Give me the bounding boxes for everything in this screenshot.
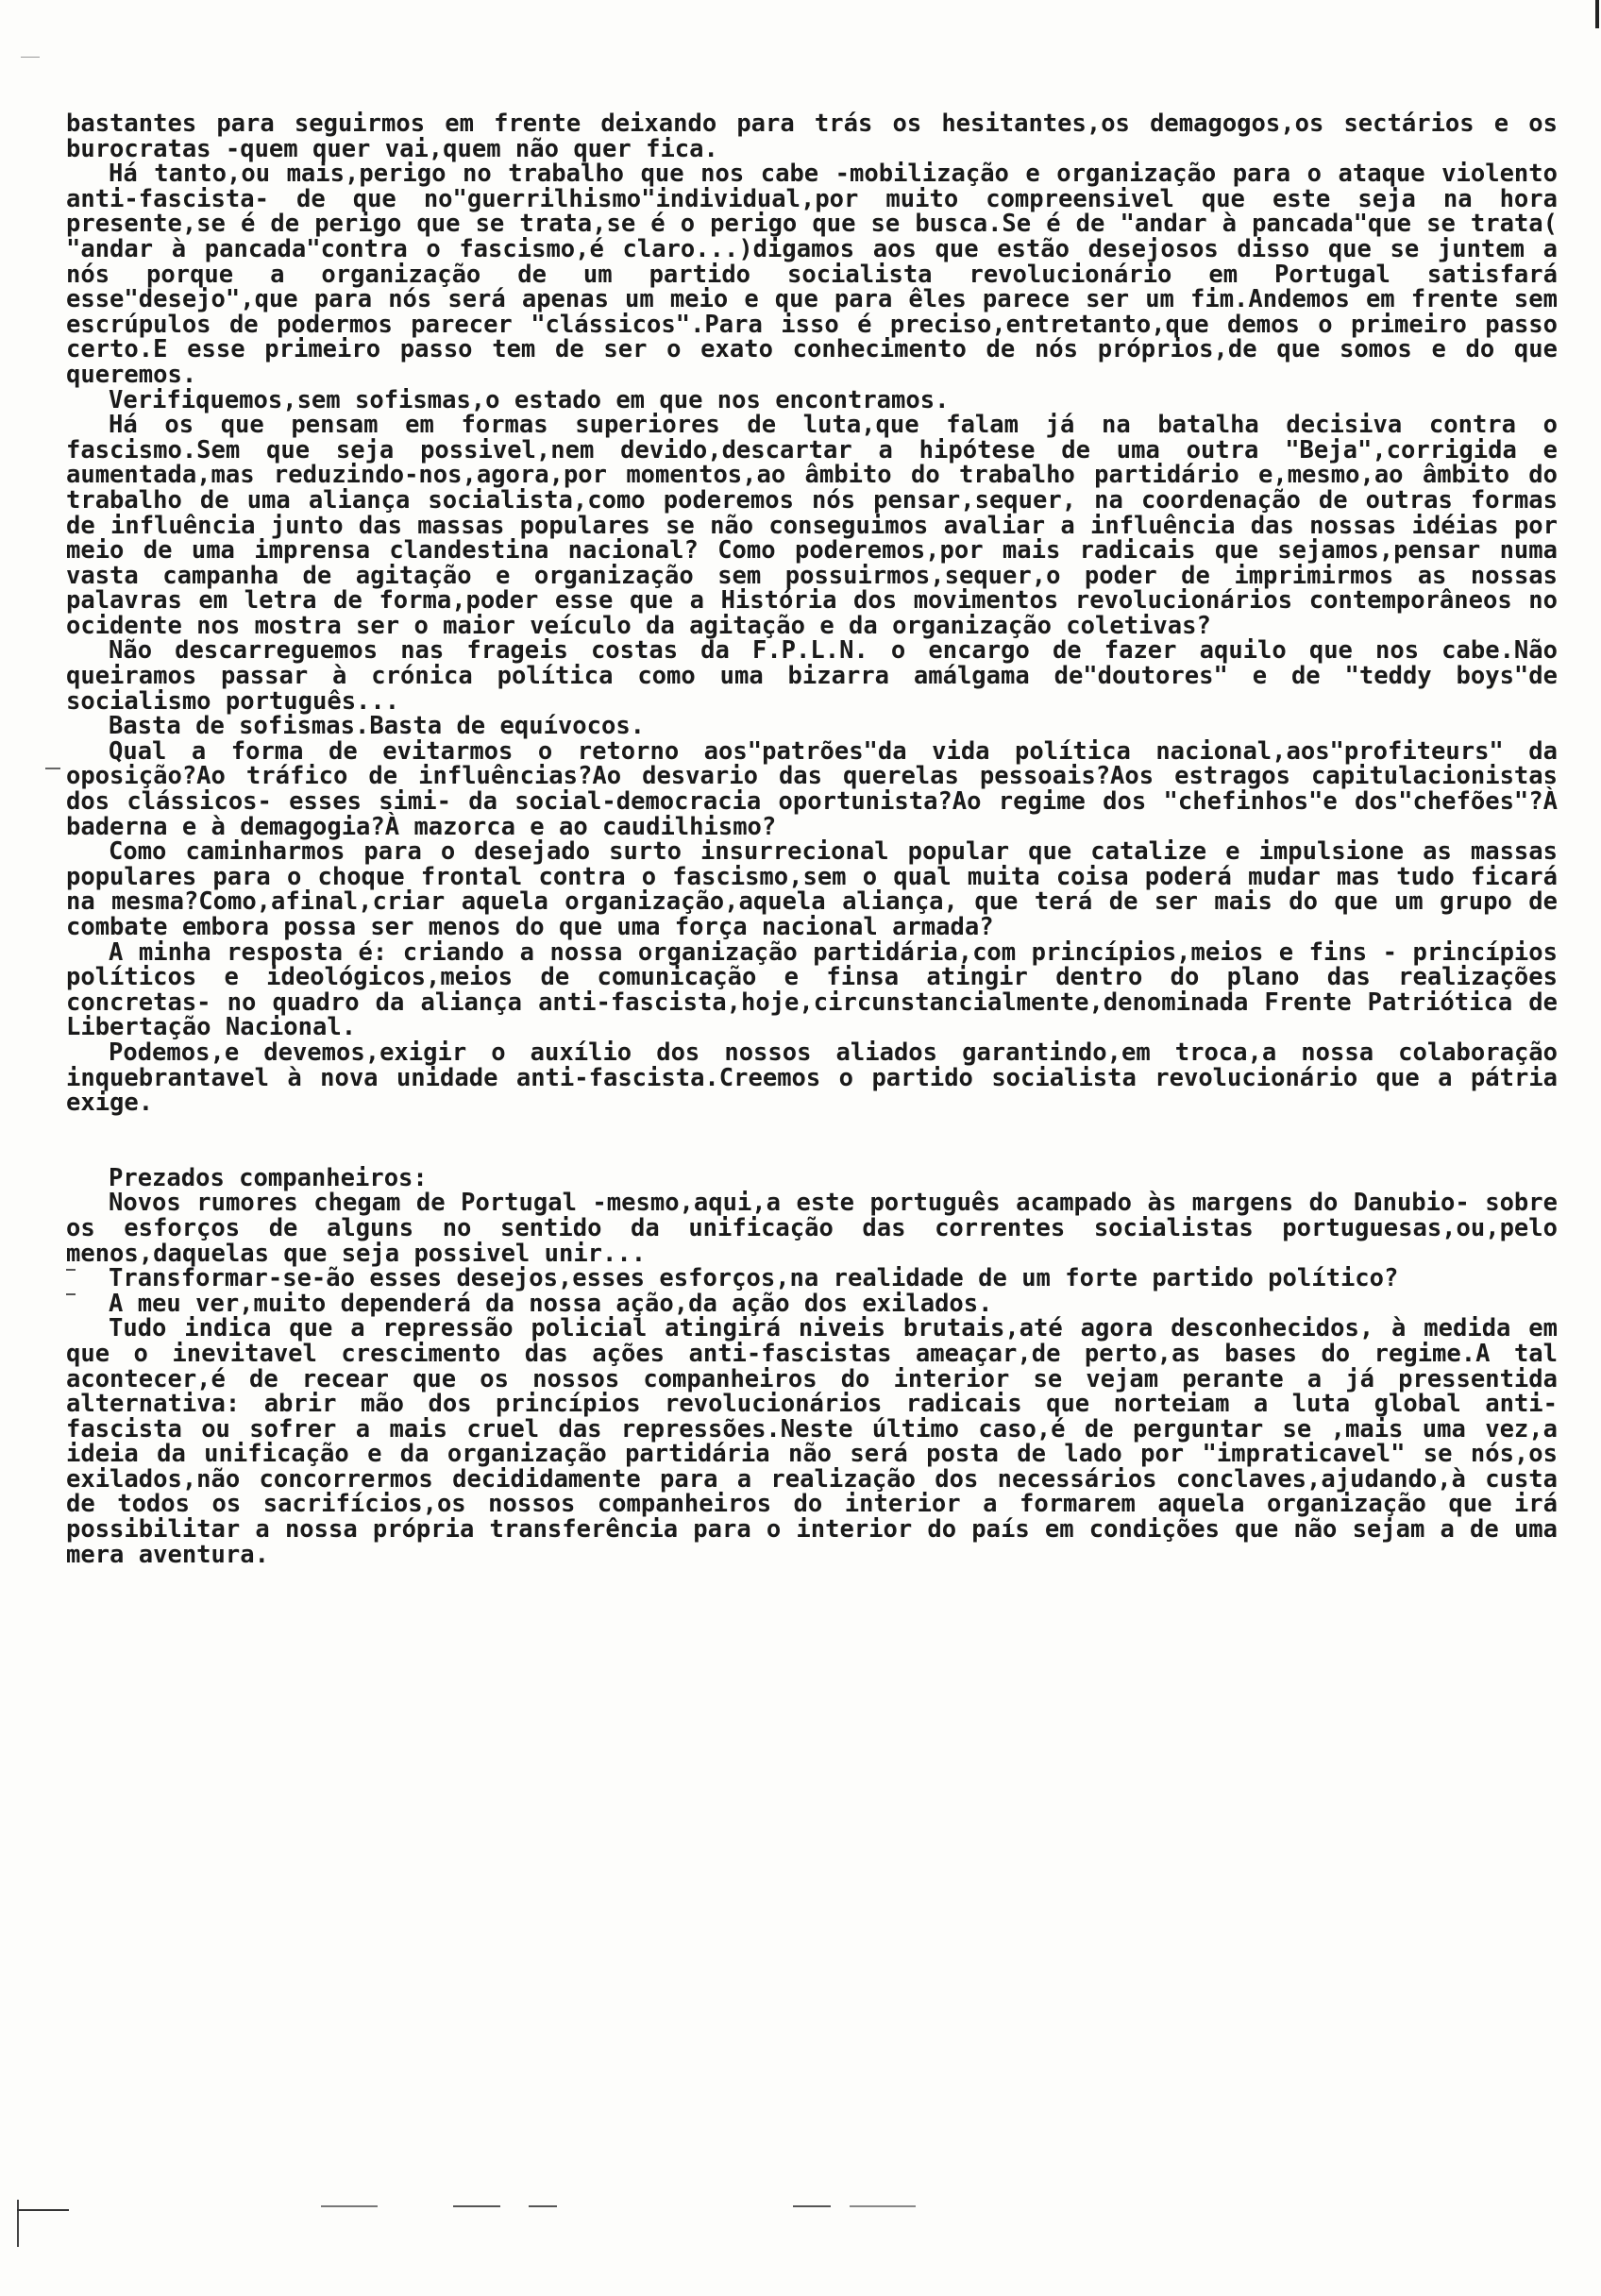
paragraph-2: Há tanto,ou mais,perigo no trabalho que nos cabe -mobilização e organização para o ataque violento anti-fascista- de que no"guerrilhismo"individual,por muito compreensivel que este seja na hora presente,se é de perigo que se trata,se é o perigo que se busca.Se é de "andar à pancada"que se trata( "andar à pancada"contra o fascismo,é claro...)digamos aos que estão desejosos disso que se juntem a nós porque a organização de um partido socialista revolucionário em Portugal satisfará esse"desejo",que para nós será apenas um meio e que para êles parece ser um fim.Andemos em frente sem escrúpulos de podermos parecer "clássicos".Para isso é preciso,entretanto,que demos o primeiro passo certo.E esse primeiro passo tem de ser o exato conhecimento de nós próprios,de que somos e do que queremos. <box>66 160 1558 389</box>
paragraph-12: Transformar-se-ão esses desejos,esses esforços,na realidade de um forte partido político? <box>109 1264 1399 1293</box>
paragraph-10: Podemos,e devemos,exigir o auxílio dos nossos aliados garantindo,em troca,a nossa colaboração inquebrantavel à nova unidade anti-fascista.Creemos o partido socialista revolucionário que a pátria exige. <box>66 1038 1558 1118</box>
scan-mark-bottom-4 <box>529 2205 557 2207</box>
scan-mark-bottom-1 <box>17 2209 69 2211</box>
paragraph-3: Verifiquemos,sem sofismas,o estado em que nos encontramos. <box>109 385 950 414</box>
paragraph-9: A minha resposta é: criando a nossa organização partidária,com princípios,meios e fins - princípios políticos e ideológicos,meios de comunicação e finsa atingir dentro do plano das realizações concretas- no quadro da aliança anti-fascista,hoje,circunstancialmente,denominada Frente Patriótica de Libertação Nacional. <box>66 937 1558 1042</box>
scan-mark-right-top <box>1595 0 1599 28</box>
paragraph-5: Não descarreguemos nas frageis costas da F.P.L.N. o encargo de fazer aquilo que nos cabe.Não queiramos passar à crónica política como uma bizarra amálgama de"doutores" e de "teddy boys"de socialismo português... <box>66 636 1558 716</box>
paragraph-14: Tudo indica que a repressão policial atingirá niveis brutais,até agora desconhecidos, à medida em que o inevitavel crescimento das ações anti-fascistas ameaçar,de perto,as bases do regime.A tal acontecer,é de recear que os nossos companheiros do interior se vejam perante a já pressentida alternativa: abrir mão dos princípios revolucionários radicais que norteiam a luta global anti-fascista ou sofrer a mais cruel das repressões.Neste último caso,é de perguntar se ,mais uma vez,a ideia da unificação e da organização partidária não será posta de lado por "impraticavel" se nós,os exilados,não concorrermos decididamente para a realização dos necessários conclaves,ajudando,à custa de todos os sacrifícios,os nossos companheiros do interior a formarem aquela organização que irá possibilitar a nossa própria transferência para o interior do país em condições que não sejam a de uma mera aventura. <box>66 1314 1558 1569</box>
letter-body <box>66 111 1558 1567</box>
scan-mark-top-left <box>21 57 40 58</box>
margin-dash-3 <box>45 768 60 769</box>
scan-mark-bottom-2 <box>321 2205 378 2207</box>
scan-mark-bottom-5 <box>793 2205 831 2207</box>
paragraph-13: A meu ver,muito dependerá da nossa ação,da ação dos exilados. <box>109 1289 993 1318</box>
paragraph-11: Novos rumores chegam de Portugal -mesmo,aqui,a este português acampado às margens do Danubio- sobre os esforços de alguns no sentido da unificação das correntes socialistas portuguesas,ou,pelo menos,daquelas que seja possivel unir... <box>66 1189 1558 1268</box>
scan-mark-left-edge <box>17 2200 19 2247</box>
scan-mark-bottom-6 <box>850 2205 916 2207</box>
paragraph-4: Há os que pensam em formas superiores de luta,que falam já na batalha decisiva contra o fascismo.Sem que seja possivel,nem devido,descartar a hipótese de uma outra "Beja",corrigida e aumentada,mas reduzindo-nos,agora,por momentos,ao âmbito do trabalho partidário e,mesmo,ao âmbito do trabalho de uma aliança socialista,como poderemos nós pensar,sequer, na coordenação de outras formas de influência junto das massas populares se não conseguimos avaliar a influência das nossas idéias por meio de uma imprensa clandestina nacional? Como poderemos,por mais radicais que sejamos,pensar numa vasta campanha de agitação e organização sem possuirmos,sequer,o poder de imprimirmos as nossas palavras em letra de forma,poder esse que a História dos movimentos revolucionários contemporâneos no ocidente nos mostra ser o maior veículo da agitação e da organização coletivas? <box>66 411 1558 640</box>
paragraph-1: bastantes para seguirmos em frente deixando para trás os hesitantes,os demagogos,os sectários e os burocratas -quem quer vai,quem não quer fica. <box>66 110 1558 163</box>
scan-mark-bottom-3 <box>453 2205 500 2207</box>
paragraph-7: Qual a forma de evitarmos o retorno aos"patrões"da vida política nacional,aos"profiteurs" da oposição?Ao tráfico de influências?Ao desvario das querelas pessoais?Aos estragos capitulacionistas dos clássicos- esses simi- da social-democracia oportunista?Ao regime dos "chefinhos"e dos"chefões"?À baderna e à demagogia?À mazorca e ao caudilhismo? <box>66 736 1558 841</box>
paragraph-8: Como caminharmos para o desejado surto insurrecional popular que catalize e impulsione as massas populares para o choque frontal contra o fascismo,sem o qual muita coisa poderá mudar mas tudo ficará na mesma?Como,afinal,criar aquela organização,aquela aliança, que terá de ser mais do que um grupo de combate embora possa ser menos do que uma força nacional armada? <box>66 837 1558 941</box>
paragraph-6: Basta de sofismas.Basta de equívocos. <box>109 712 646 741</box>
salutation: Prezados companheiros: <box>109 1163 428 1192</box>
